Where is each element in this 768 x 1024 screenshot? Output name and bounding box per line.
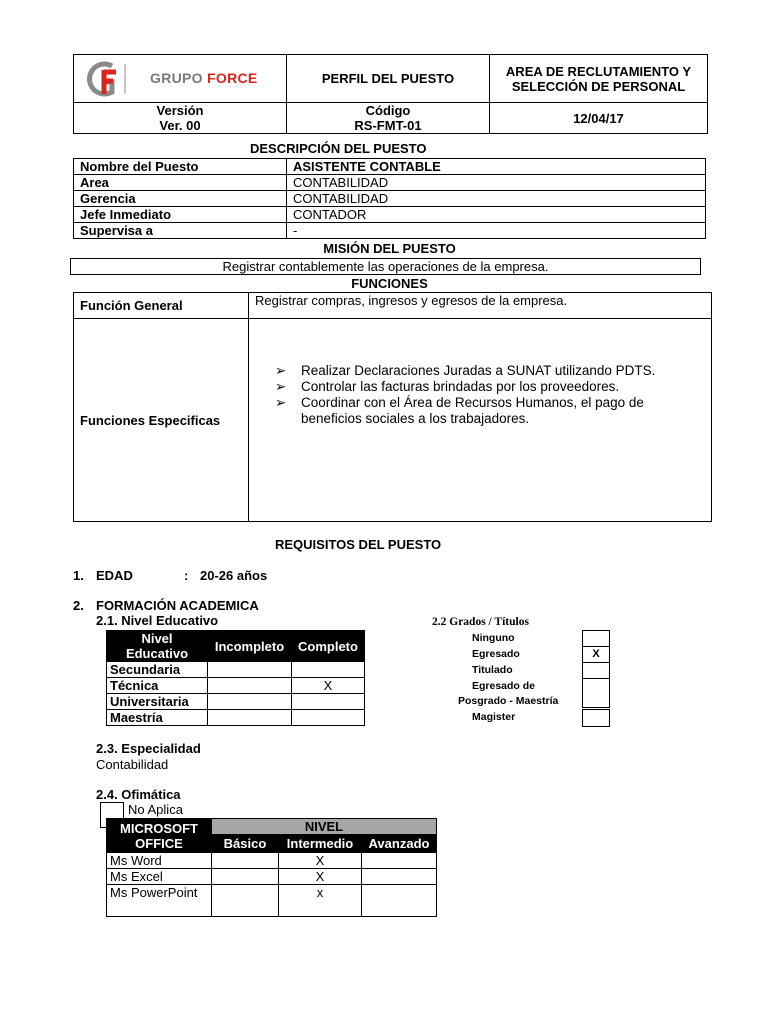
desc-label: Area [74, 175, 287, 191]
funciones-table [73, 292, 712, 522]
col-header: Incompleto [208, 631, 292, 662]
version-cell [74, 103, 287, 134]
level-header: Básico [212, 835, 279, 853]
descripcion-table [73, 158, 706, 239]
funcion-general-label: Función General [74, 293, 249, 319]
arrow-bullet-icon: ➢ [275, 379, 287, 394]
formacion-label: FORMACIÓN ACADEMICA [96, 598, 259, 613]
desc-value: ASISTENTE CONTABLE [287, 159, 706, 175]
desc-value: CONTADOR [287, 207, 706, 223]
grado-checkbox: X [582, 646, 610, 663]
edad-label: EDAD [96, 568, 133, 583]
level-header: Intermedio [279, 835, 362, 853]
table-row: Ms Word X [107, 853, 437, 869]
mision-text: Registrar contablemente las operaciones de la empresa. [71, 259, 701, 275]
office-table [106, 818, 437, 917]
col-header: Completo [292, 631, 365, 662]
edad-colon: : [184, 568, 189, 583]
logo-cell [74, 55, 287, 103]
no-aplica-label: No Aplica [128, 802, 183, 817]
funciones-especificas-label: Funciones Especificas [74, 319, 249, 522]
funciones-heading: FUNCIONES [351, 276, 428, 291]
arrow-bullet-icon: ➢ [275, 395, 287, 410]
edad-value: 20-26 años [200, 568, 268, 583]
version-label: Versión [156, 103, 204, 118]
grado-label: Magister [472, 711, 516, 723]
grado-label: Ninguno [472, 632, 515, 644]
mision-table [70, 258, 701, 275]
codigo-value: RS-FMT-01 [354, 118, 422, 133]
nivel-educativo-table [106, 630, 365, 726]
codigo-label: Código [365, 103, 411, 118]
brand-force: FORCE [207, 70, 258, 86]
table-row: Ms Excel X [107, 869, 437, 885]
grado-checkbox [582, 662, 610, 679]
list-item: ➢ Coordinar con el Área de Recursos Humanos, el pago de beneficios sociales a los trabajadores. [275, 395, 644, 426]
area-title: AREA DE RECLUTAMIENTO Y SELECCIÓN DE PERSONAL [490, 55, 708, 103]
version-value: Ver. 00 [159, 118, 201, 133]
grados-heading: 2.2 Grados / Títulos [432, 616, 529, 628]
nivel-educativo-heading: 2.1. Nivel Educativo [96, 613, 219, 628]
grado-label: Egresado [472, 648, 520, 660]
funciones-list [275, 363, 681, 427]
grado-checkbox [582, 630, 610, 647]
desc-label: Jefe Inmediato [74, 207, 287, 223]
nivel-header: NIVEL [212, 819, 437, 835]
list-item: ➢ Controlar las facturas brindadas por los proveedores. [275, 379, 620, 394]
arrow-bullet-icon: ➢ [275, 363, 287, 378]
desc-label: Supervisa a [74, 223, 287, 239]
table-row: Maestría [107, 710, 365, 726]
col-header: Nivel Educativo [107, 631, 208, 662]
brand-grupo: GRUPO [150, 70, 203, 86]
codigo-cell [287, 103, 490, 134]
especialidad-value: Contabilidad [96, 757, 169, 772]
doc-date: 12/04/17 [490, 103, 708, 134]
desc-label: Nombre del Puesto [74, 159, 287, 175]
grado-label: Titulado [472, 664, 513, 676]
descripcion-heading: DESCRIPCIÓN DEL PUESTO [250, 141, 427, 156]
desc-value: CONTABILIDAD [287, 191, 706, 207]
desc-value: CONTABILIDAD [287, 175, 706, 191]
table-row: Secundaria [107, 662, 365, 678]
level-header: Avanzado [362, 835, 437, 853]
table-row: Universitaria [107, 694, 365, 710]
funcion-general-text: Registrar compras, ingresos y egresos de la empresa. [249, 293, 712, 319]
grupo-force-logo-icon [80, 60, 132, 98]
requisitos-heading: REQUISITOS DEL PUESTO [275, 537, 442, 552]
especialidad-heading: 2.3. Especialidad [96, 741, 201, 756]
grado-checkbox [582, 678, 610, 708]
grado-label: Posgrado - Maestría [458, 695, 559, 707]
header-table [73, 54, 708, 134]
grado-label: Egresado de [472, 680, 536, 692]
table-row: Ms PowerPoint x [107, 885, 437, 917]
list-item: ➢ Realizar Declaraciones Juradas a SUNAT utilizando PDTS. [275, 363, 656, 378]
desc-value: - [287, 223, 706, 239]
desc-label: Gerencia [74, 191, 287, 207]
funciones-especificas-cell [249, 319, 712, 522]
grado-checkbox [582, 709, 610, 727]
office-header: MICROSOFT OFFICE [107, 819, 212, 853]
edad-num: 1. [73, 568, 84, 583]
doc-title: PERFIL DEL PUESTO [287, 55, 490, 103]
ofimatica-heading: 2.4. Ofimática [96, 787, 181, 802]
mision-heading: MISIÓN DEL PUESTO [323, 241, 456, 256]
table-row: Técnica X [107, 678, 365, 694]
formacion-num: 2. [73, 598, 84, 613]
